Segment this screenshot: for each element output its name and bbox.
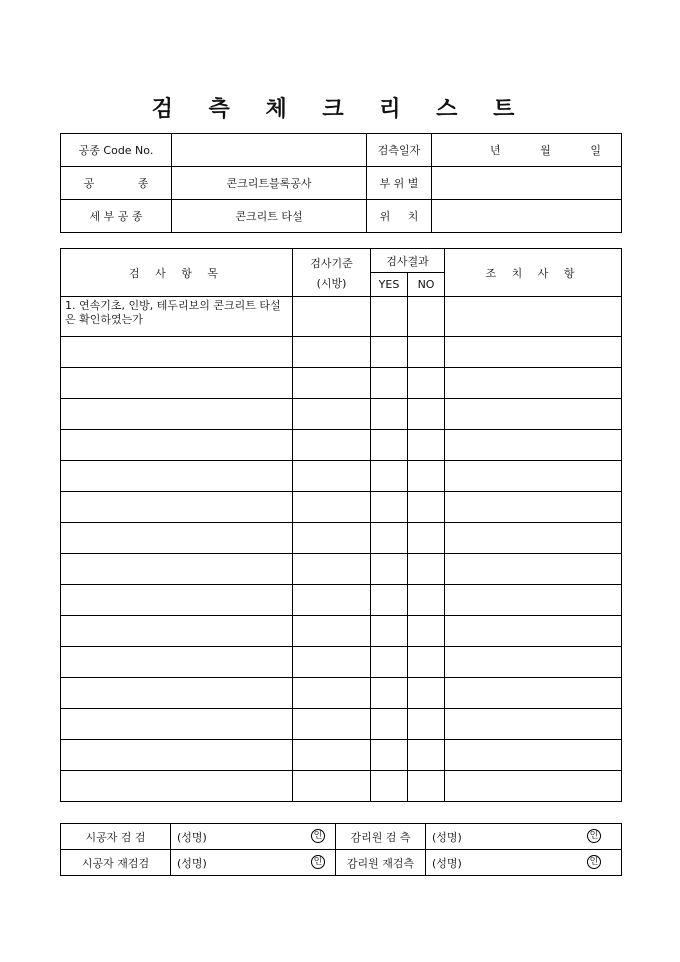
info-table (60, 133, 622, 233)
action-cell[interactable] (445, 368, 622, 399)
action-cell[interactable] (445, 430, 622, 461)
standard-cell[interactable] (293, 709, 371, 740)
date-day: 일 (590, 144, 601, 157)
no-cell[interactable] (408, 616, 445, 647)
table-row (61, 585, 622, 616)
action-cell[interactable] (445, 399, 622, 430)
date-value[interactable] (432, 134, 622, 167)
contractor-inspect-label: 시공자 검 검 (61, 824, 171, 850)
yes-cell[interactable] (371, 430, 408, 461)
col-standard-header: 검사기준 (시방) (293, 249, 371, 297)
table-row (61, 297, 622, 337)
no-cell[interactable] (408, 368, 445, 399)
check-item[interactable] (61, 585, 293, 616)
check-item[interactable] (61, 709, 293, 740)
check-item[interactable] (61, 523, 293, 554)
supervisor-reinspect-name[interactable] (426, 850, 622, 876)
table-row (61, 647, 622, 678)
yes-cell[interactable] (371, 399, 408, 430)
action-cell[interactable] (445, 740, 622, 771)
standard-cell[interactable] (293, 678, 371, 709)
table-row (61, 616, 622, 647)
check-item[interactable] (61, 492, 293, 523)
location-value[interactable] (432, 200, 622, 233)
yes-cell[interactable] (371, 616, 408, 647)
yes-cell[interactable] (371, 337, 408, 368)
yes-cell[interactable] (371, 297, 408, 337)
check-item[interactable] (61, 647, 293, 678)
col-result-header: 검사결과 (371, 249, 445, 273)
no-cell[interactable] (408, 297, 445, 337)
no-cell[interactable] (408, 461, 445, 492)
standard-cell[interactable] (293, 337, 371, 368)
yes-cell[interactable] (371, 554, 408, 585)
action-cell[interactable] (445, 297, 622, 337)
seal-icon: 인 (311, 855, 325, 869)
date-year: 년 (490, 144, 501, 157)
check-item[interactable] (61, 554, 293, 585)
table-row (61, 461, 622, 492)
check-item[interactable] (61, 771, 293, 802)
name-placeholder: (성명) (432, 830, 462, 844)
yes-cell[interactable] (371, 523, 408, 554)
check-item[interactable] (61, 368, 293, 399)
standard-cell[interactable] (293, 740, 371, 771)
table-row (61, 740, 622, 771)
table-row (61, 523, 622, 554)
yes-cell[interactable] (371, 647, 408, 678)
action-cell[interactable] (445, 585, 622, 616)
no-cell[interactable] (408, 709, 445, 740)
no-cell[interactable] (408, 740, 445, 771)
col-yes-header: YES (371, 273, 408, 297)
standard-cell[interactable] (293, 492, 371, 523)
contractor-reinspect-name[interactable] (171, 850, 336, 876)
checklist-table (60, 248, 622, 802)
action-cell[interactable] (445, 647, 622, 678)
col-item-header: 검 사 항 목 (61, 249, 293, 297)
check-item[interactable] (61, 430, 293, 461)
table-row (61, 771, 622, 802)
check-item[interactable] (61, 616, 293, 647)
standard-cell[interactable] (293, 554, 371, 585)
standard-cell[interactable] (293, 616, 371, 647)
standard-cell[interactable] (293, 297, 371, 337)
table-row (61, 709, 622, 740)
name-placeholder: (성명) (177, 856, 207, 870)
col-no-header: NO (408, 273, 445, 297)
detail-label: 세 부 공 종 (61, 200, 172, 233)
supervisor-inspect-name[interactable] (426, 824, 622, 850)
part-value[interactable] (432, 167, 622, 200)
table-row (61, 430, 622, 461)
no-cell[interactable] (408, 554, 445, 585)
seal-icon: 인 (587, 829, 601, 843)
yes-cell[interactable] (371, 461, 408, 492)
col-action-header: 조 치 사 항 (445, 249, 622, 297)
no-cell[interactable] (408, 647, 445, 678)
yes-cell[interactable] (371, 771, 408, 802)
seal-icon: 인 (587, 855, 601, 869)
sign-table (60, 823, 622, 876)
no-cell[interactable] (408, 585, 445, 616)
date-label: 검측일자 (367, 134, 432, 167)
work-type-label: 공 종 (61, 167, 172, 200)
table-row (61, 678, 622, 709)
standard-cell[interactable] (293, 368, 371, 399)
action-cell[interactable] (445, 678, 622, 709)
part-label: 부 위 별 (367, 167, 432, 200)
standard-cell[interactable] (293, 430, 371, 461)
action-cell[interactable] (445, 771, 622, 802)
seal-icon: 인 (311, 829, 325, 843)
standard-cell[interactable] (293, 399, 371, 430)
no-cell[interactable] (408, 771, 445, 802)
check-item[interactable] (61, 740, 293, 771)
code-label: 공종 Code No. (61, 134, 172, 167)
yes-cell[interactable] (371, 492, 408, 523)
date-month: 월 (540, 144, 551, 157)
yes-cell[interactable] (371, 678, 408, 709)
contractor-inspect-name[interactable] (171, 824, 336, 850)
yes-cell[interactable] (371, 709, 408, 740)
standard-cell[interactable] (293, 461, 371, 492)
yes-cell[interactable] (371, 740, 408, 771)
check-item[interactable] (61, 461, 293, 492)
location-label: 위 치 (367, 200, 432, 233)
contractor-reinspect-label: 시공자 재검검 (61, 850, 171, 876)
standard-cell[interactable] (293, 585, 371, 616)
action-cell[interactable] (445, 616, 622, 647)
name-placeholder: (성명) (177, 830, 207, 844)
table-row (61, 337, 622, 368)
action-cell[interactable] (445, 461, 622, 492)
standard-cell[interactable] (293, 771, 371, 802)
detail-value[interactable]: 콘크리트 타설 (172, 200, 367, 233)
work-type-value[interactable]: 콘크리트블록공사 (172, 167, 367, 200)
check-item[interactable] (61, 678, 293, 709)
no-cell[interactable] (408, 430, 445, 461)
yes-cell[interactable] (371, 585, 408, 616)
action-cell[interactable] (445, 709, 622, 740)
table-row (61, 399, 622, 430)
no-cell[interactable] (408, 399, 445, 430)
no-cell[interactable] (408, 523, 445, 554)
no-cell[interactable] (408, 337, 445, 368)
page-title: 검 측 체 크 리 스 트 (151, 96, 529, 122)
name-placeholder: (성명) (432, 856, 462, 870)
action-cell[interactable] (445, 337, 622, 368)
supervisor-reinspect-label: 감리원 재검측 (336, 850, 426, 876)
table-row (61, 368, 622, 399)
table-row (61, 492, 622, 523)
check-item[interactable] (61, 337, 293, 368)
action-cell[interactable] (445, 492, 622, 523)
no-cell[interactable] (408, 678, 445, 709)
action-cell[interactable] (445, 554, 622, 585)
no-cell[interactable] (408, 492, 445, 523)
standard-cell[interactable] (293, 523, 371, 554)
standard-cell[interactable] (293, 647, 371, 678)
action-cell[interactable] (445, 523, 622, 554)
table-row (61, 554, 622, 585)
check-item: 1. 연속기초, 인방, 테두리보의 콘크리트 타설은 확인하였는가 (61, 297, 293, 337)
supervisor-inspect-label: 감리원 검 측 (336, 824, 426, 850)
check-item[interactable] (61, 399, 293, 430)
yes-cell[interactable] (371, 368, 408, 399)
code-value[interactable] (172, 134, 367, 167)
